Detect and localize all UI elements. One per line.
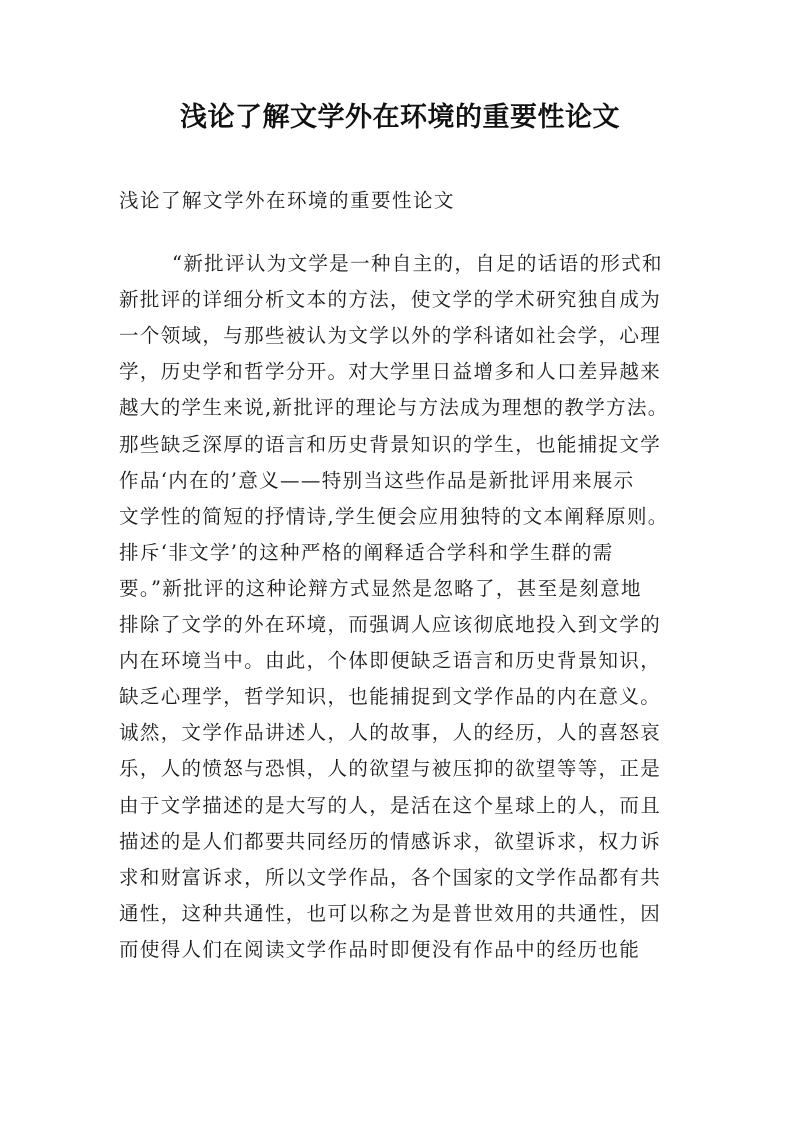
body-line: 一个领域，与那些被认为文学以外的学科诸如社会学，心理 — [119, 324, 662, 348]
body-line: 求和财富诉求，所以文学作品，各个国家的文学作品都有共 — [119, 865, 662, 889]
body-line: 缺乏心理学，哲学知识，也能捕捉到文学作品的内在意义。 — [119, 685, 662, 709]
body-line: 诚然，文学作品讲述人，人的故事，人的经历，人的喜怒哀 — [119, 721, 662, 745]
body-line: 由于文学描述的是大写的人，是活在这个星球上的人，而且 — [119, 793, 662, 817]
body-line: 排斥‘非文学’的这种严格的阐释适合学科和学生群的需 — [119, 540, 614, 564]
body-line: 内在环境当中。由此，个体即便缺乏语言和历史背景知识， — [119, 649, 662, 673]
document-subtitle: 浅论了解文学外在环境的重要性论文 — [119, 189, 456, 212]
body-line: 而使得人们在阅读文学作品时即便没有作品中的经历也能 — [119, 937, 641, 961]
body-line: 文学性的简短的抒情诗,学生便会应用独特的文本阐释原则。 — [119, 504, 669, 528]
body-line: 排除了文学的外在环境，而强调人应该彻底地投入到文学的 — [119, 613, 662, 636]
body-line: 越大的学生来说,新批评的理论与方法成为理想的教学方法。 — [119, 396, 669, 420]
body-line: 新批评的详细分析文本的方法，使文学的学术研究独自成为 — [119, 288, 662, 312]
body-line: “新批评认为文学是一种自主的，自足的话语的形式和 — [172, 252, 663, 275]
body-line: 通性，这种共通性，也可以称之为是普世效用的共通性，因 — [119, 901, 662, 925]
body-line: 描述的是人们都要共同经历的情感诉求，欲望诉求，权力诉 — [119, 829, 662, 853]
body-line: 要。”新批评的这种论辩方式显然是忽略了，甚至是刻意地 — [119, 576, 642, 600]
body-line: 作品‘内在的’意义——特别当这些作品是新批评用来展示 — [119, 468, 635, 492]
body-line: 乐，人的愤怒与恐惧，人的欲望与被压抑的欲望等等，正是 — [119, 757, 662, 781]
body-line: 学，历史学和哲学分开。对大学里日益增多和人口差异越来 — [119, 360, 662, 384]
body-line: 那些缺乏深厚的语言和历史背景知识的学生，也能捕捉文学 — [119, 432, 662, 456]
document-title: 浅论了解文学外在环境的重要性论文 — [180, 102, 620, 133]
